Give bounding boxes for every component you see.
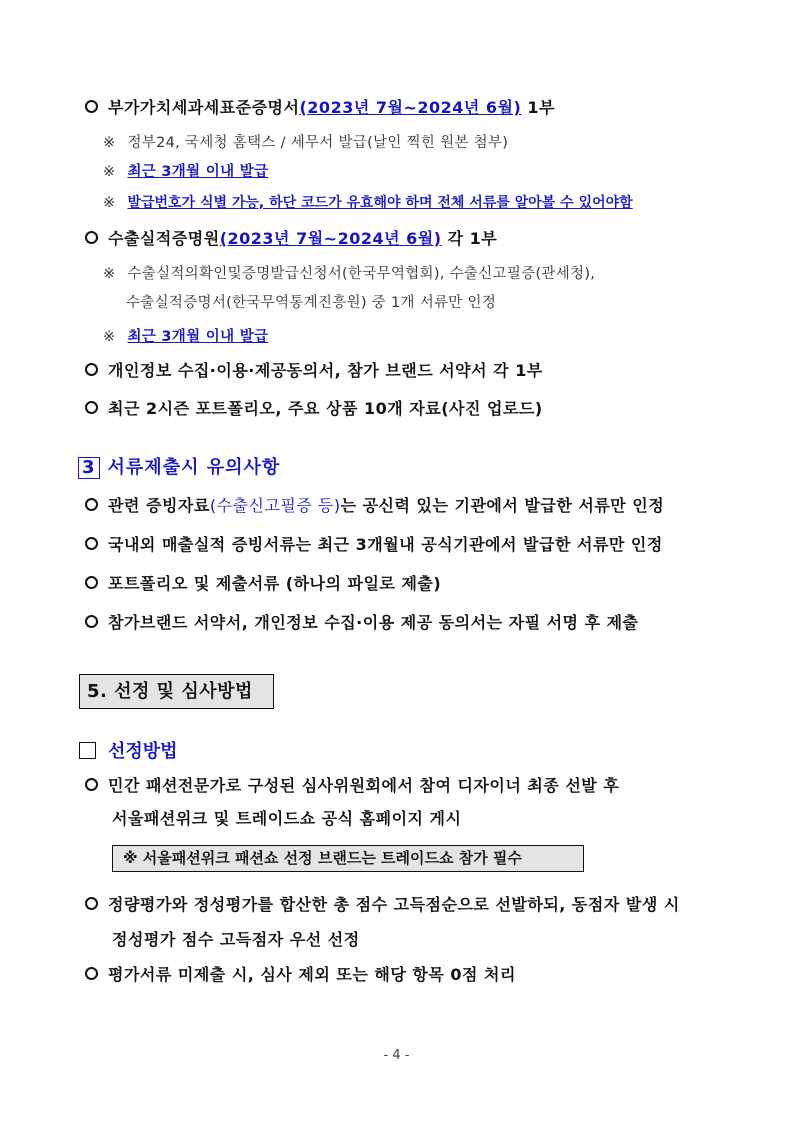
export-note-documents-cont: 수출실적증명서(한국무역통계진흥원) 중 1개 서류만 인정: [126, 295, 497, 311]
portfolio-item: 최근 2시즌 포트폴리오, 주요 상품 10개 자료(사진 업로드): [85, 396, 543, 419]
vat-certificate-item: 부가가치세과세표준증명서(2023년 7월~2024년 6월) 1부: [85, 95, 555, 118]
circle-bullet-icon: [85, 231, 98, 244]
selection-item-scoring: 정량평가와 정성평가를 합산한 총 점수 고득점순으로 선발하되, 동점자 발생 시: [85, 892, 680, 915]
tradeshow-required-note: ※ 서울패션위크 패션쇼 선정 브랜드는 트레이드쇼 참가 필수: [112, 845, 584, 872]
selection-item-jury: 민간 패션전문가로 구성된 심사위원회에서 참여 디자이너 최종 선발 후: [85, 773, 619, 796]
circle-bullet-icon: [85, 576, 98, 589]
vat-note-recent: ※ 최근 3개월 이내 발급: [103, 164, 269, 180]
selection-item-missing-docs: 평가서류 미제출 시, 심사 제외 또는 해당 항목 0점 처리: [85, 962, 516, 985]
section3-item-signature: 참가브랜드 서약서, 개인정보 수집·이용 제공 동의서는 자필 서명 후 제출: [85, 610, 639, 633]
circle-bullet-icon: [85, 778, 98, 791]
square-bullet-icon: [79, 742, 96, 759]
export-certificate-item: 수출실적증명원(2023년 7월~2024년 6월) 각 1부: [85, 226, 497, 249]
section3-item-sales: 국내외 매출실적 증빙서류는 최근 3개월내 공식기관에서 발급한 서류만 인정: [85, 532, 663, 555]
circle-bullet-icon: [85, 967, 98, 980]
section3-heading: 3 서류제출시 유의사항: [78, 453, 280, 479]
circle-bullet-icon: [85, 100, 98, 113]
export-note-recent: ※ 최근 3개월 이내 발급: [103, 329, 269, 345]
circle-bullet-icon: [85, 498, 98, 511]
circle-bullet-icon: [85, 897, 98, 910]
export-note-documents: ※ 수출실적의확인및증명발급신청서(한국무역협회), 수출신고필증(관세청),: [103, 266, 596, 282]
circle-bullet-icon: [85, 363, 98, 376]
selection-item-scoring-cont: 정성평가 점수 고득점자 우선 선정: [112, 930, 360, 949]
section3-item-proof: 관련 증빙자료(수출신고필증 등)는 공신력 있는 기관에서 발급한 서류만 인정: [85, 493, 664, 516]
section3-item-portfolio: 포트폴리오 및 제출서류 (하나의 파일로 제출): [85, 571, 441, 594]
circle-bullet-icon: [85, 537, 98, 550]
selection-item-jury-cont: 서울패션위크 및 트레이드쇼 공식 홈페이지 게시: [112, 809, 462, 828]
vat-note-validity: ※ 발급번호가 식별 가능, 하단 코드가 유효해야 하며 전체 서류를 알아볼 수 있어야함: [103, 195, 633, 211]
privacy-consent-item: 개인정보 수집·이용·제공동의서, 참가 브랜드 서약서 각 1부: [85, 358, 543, 381]
page-number: - 4 -: [383, 1048, 410, 1063]
section-number-box: 3: [78, 457, 100, 479]
section5-heading: 5. 선정 및 심사방법: [79, 674, 274, 709]
vat-note-issuer: ※ 정부24, 국세청 홈택스 / 세무서 발급(날인 찍힌 원본 첨부): [103, 135, 509, 151]
circle-bullet-icon: [85, 401, 98, 414]
circle-bullet-icon: [85, 615, 98, 628]
selection-method-heading: 선정방법: [79, 737, 178, 763]
